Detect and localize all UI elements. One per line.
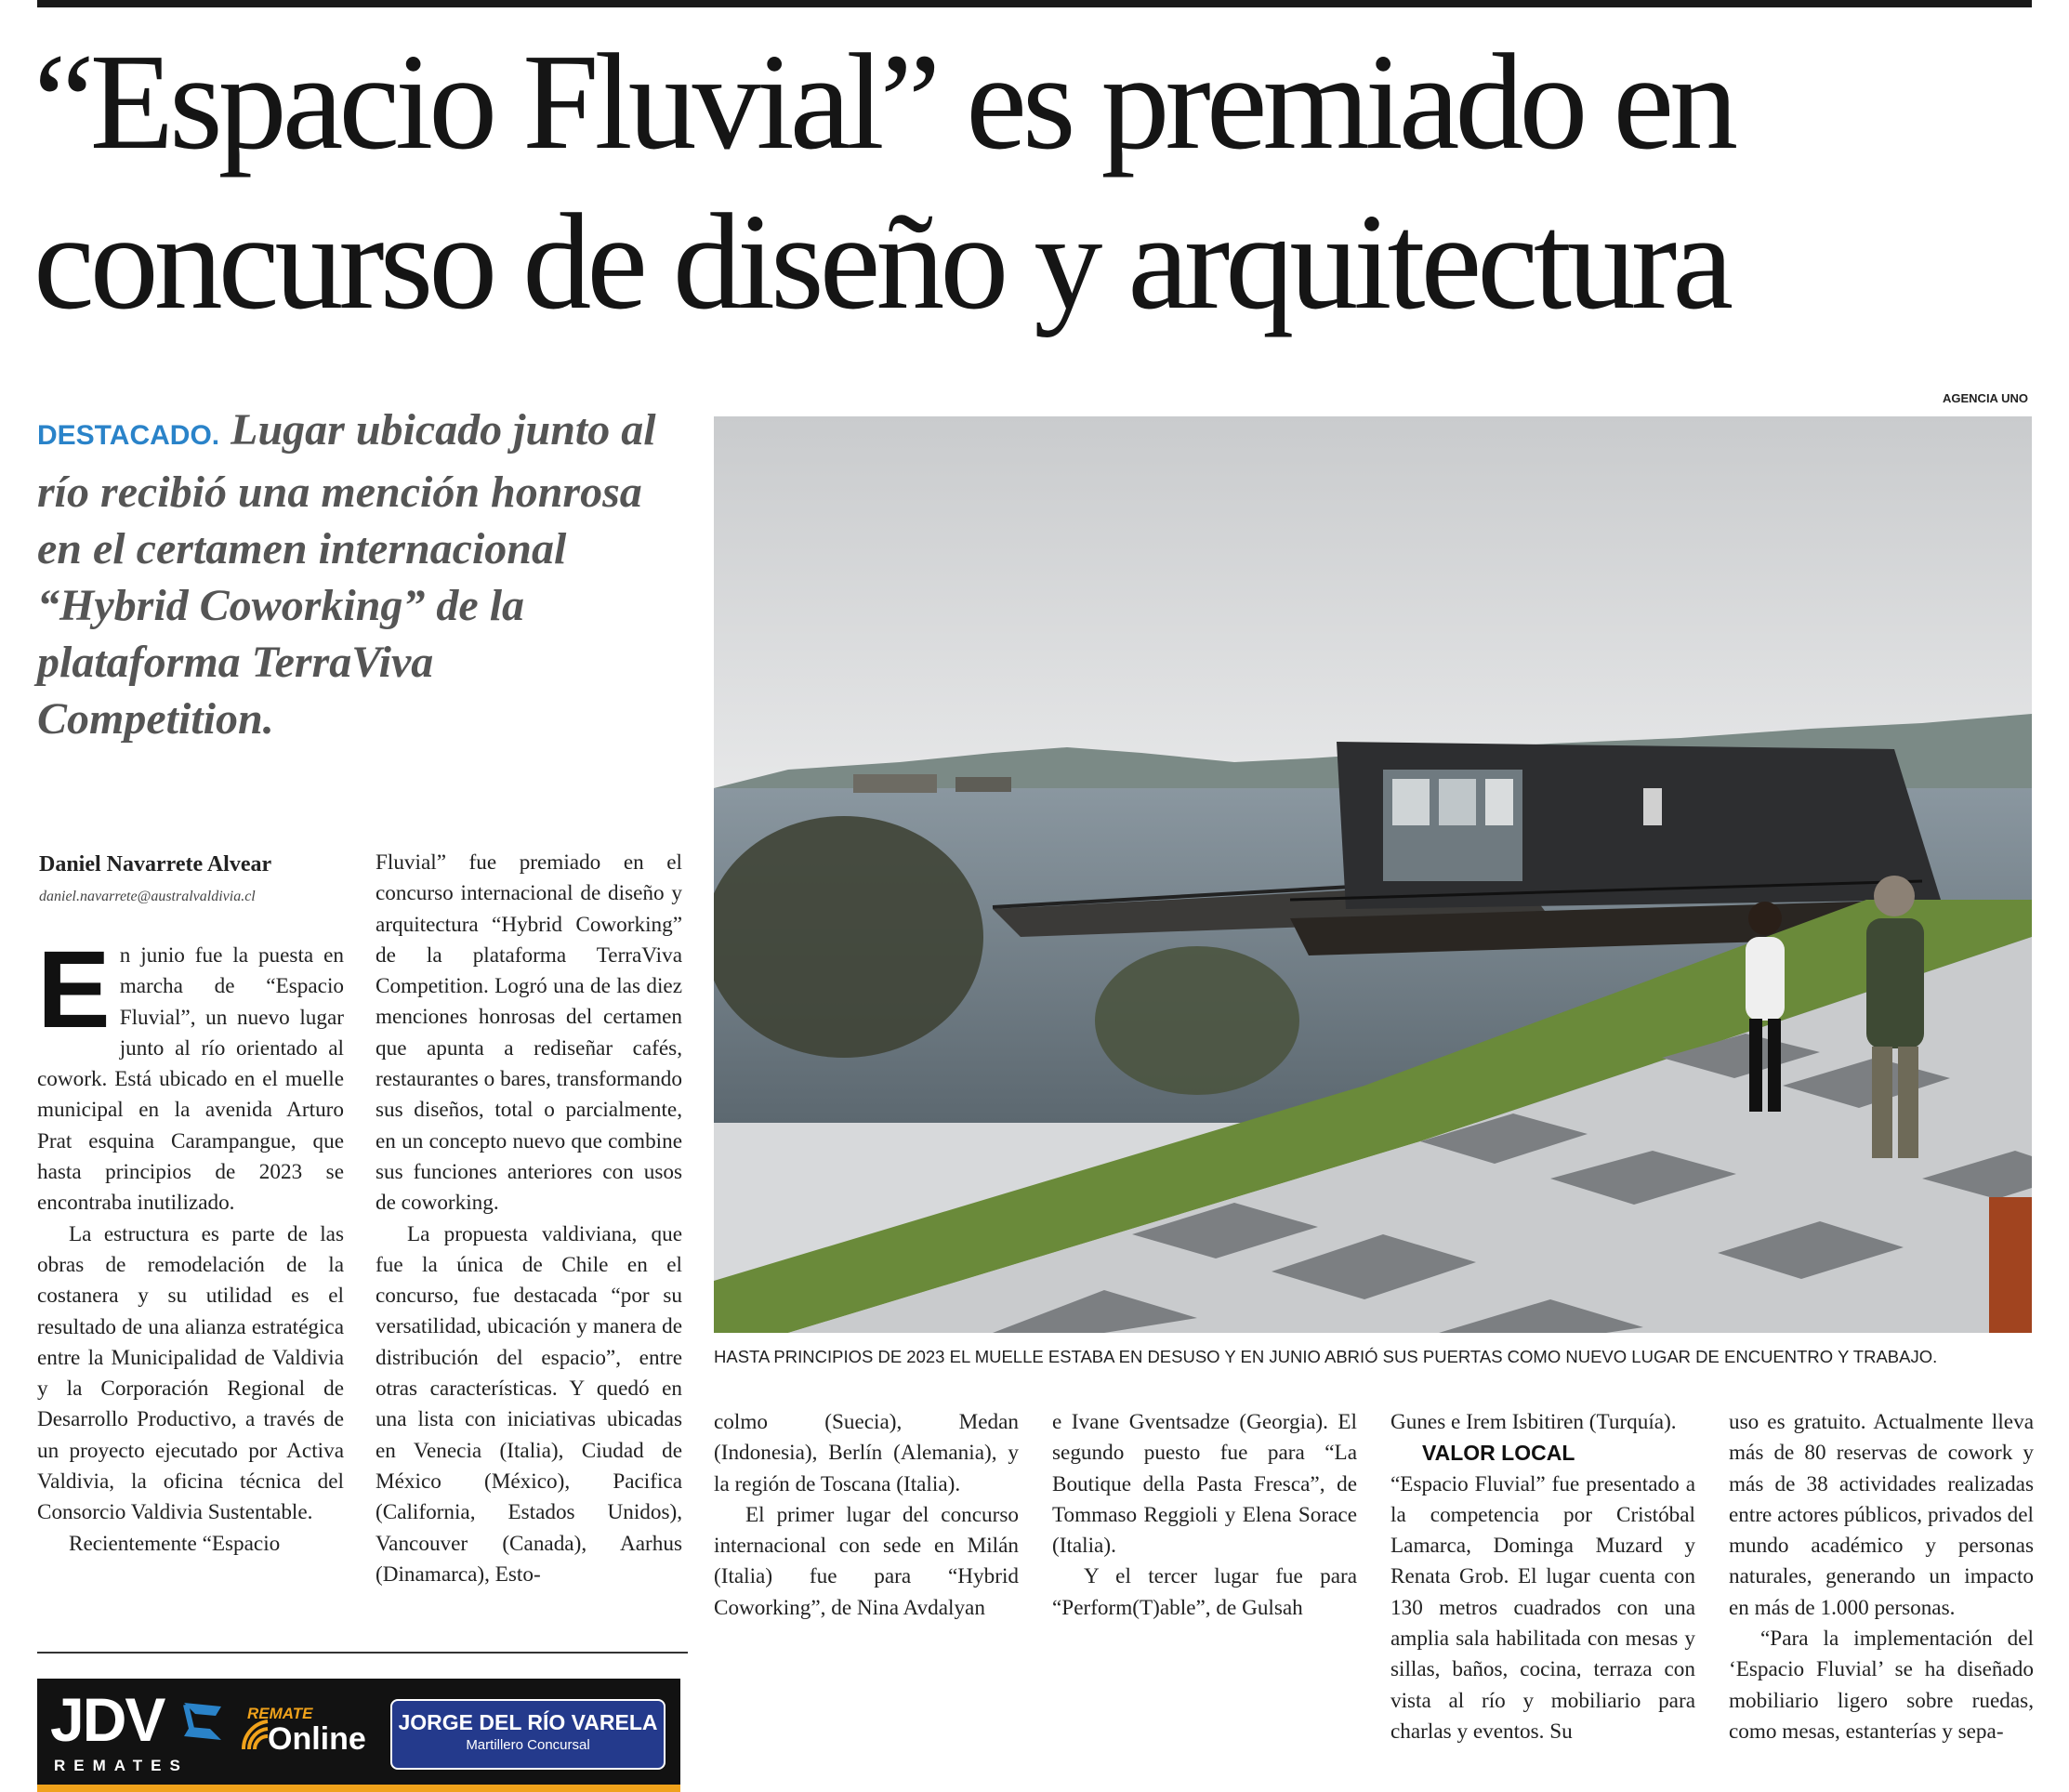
column-6 <box>1729 1407 2034 1747</box>
photo-illustration <box>714 416 2032 1333</box>
ad-name: JORGE DEL RÍO VARELA <box>398 1710 658 1734</box>
ad-logo-subtitle: REMATES <box>54 1757 189 1774</box>
column-1 <box>37 929 344 1560</box>
article-photo <box>714 416 2032 1333</box>
paragraph: Fluvial” fue premiado en el concurso internacional de diseño y arquitectura “Hybrid Coworking” de la plataforma TerraViva Competition. Logró una de las diez menciones honrosas del certamen que apunta a rediseñar cafés, restaurantes o bares, transformando sus diseños, total o parcialmente, en un concepto nuevo que combine sus funciones anteriores con usos de coworking. <box>376 850 682 1216</box>
ad-online-text: Online <box>268 1721 366 1757</box>
drop-cap: E <box>37 929 111 1051</box>
paragraph: Recientemente “Espacio <box>69 1531 281 1556</box>
advertisement[interactable] <box>37 1679 680 1792</box>
column-2 <box>376 848 682 1590</box>
paragraph: e Ivane Gventsadze (Georgia). El segundo puesto fue para “La Boutique della Pasta Fresca”, de Tommaso Reggioli y Elena Sorace (Italia). <box>1052 1410 1357 1559</box>
byline-author: Daniel Navarrete Alvear <box>39 852 272 876</box>
ad-logo-mark-icon <box>175 1693 231 1749</box>
ad-divider <box>37 1652 688 1654</box>
top-rule <box>37 0 2032 7</box>
section-subhead: VALOR LOCAL <box>1422 1441 1575 1466</box>
paragraph: Y el tercer lugar fue para “Perform(T)able”, de Gulsah <box>1052 1564 1357 1620</box>
photo-caption: HASTA PRINCIPIOS DE 2023 EL MUELLE ESTABA EN DESUSO Y EN JUNIO ABRIÓ SUS PUERTAS COMO NUEVO LUGAR DE ENCUENTRO Y TRABAJO. <box>714 1347 1938 1366</box>
paragraph: Gunes e Irem Isbitiren (Turquía). <box>1390 1410 1677 1434</box>
paragraph: colmo (Suecia), Medan (Indonesia), Berlín (Alemania), y la región de Toscana (Italia). <box>714 1410 1019 1496</box>
paragraph: uso es gratuito. Actualmente lleva más de 80 reservas de cowork y más de 38 actividades realizadas entre actores públicos, privados del mundo académico y personas naturales, generando un impacto en más de 1.000 personas. <box>1729 1410 2034 1620</box>
headline-line-1: “Espacio Fluvial” es premiado en <box>33 26 1734 178</box>
column-3 <box>714 1407 1019 1624</box>
ad-remate-tag: REMATE <box>247 1705 313 1722</box>
lead-text: Lugar ubicado junto al río recibió una mención honrosa en el certamen internacional “Hybrid Coworking” de la plataforma TerraViva Competition. <box>37 405 656 744</box>
column-4 <box>1052 1407 1357 1624</box>
paragraph: La estructura es parte de las obras de remodelación de la costanera y su utilidad es el resultado de una alianza estratégica entre la Municipalidad de Valdivia y la Corporación Regional de Desarrollo Productivo, a través de un proyecto ejecutado por Activa Valdivia, la oficina técnica del Consorcio Valdivia Sustentable. <box>37 1221 344 1525</box>
ad-logo: JDV <box>50 1685 165 1754</box>
lead-paragraph <box>37 402 679 747</box>
headline-line-2: concurso de diseño y arquitectura <box>33 186 1730 338</box>
ad-title: Martillero Concursal <box>466 1737 590 1753</box>
ad-name-box <box>390 1699 666 1770</box>
byline-email[interactable]: daniel.navarrete@australvaldivia.cl <box>39 889 256 904</box>
paragraph: “Para la implementación del ‘Espacio Fluvial’ se ha diseñado mobiliario ligero sobre ruedas, como mesas, estanterías y sepa- <box>1729 1627 2034 1744</box>
headline <box>33 22 2041 342</box>
paragraph: El primer lugar del concurso internacional con sede en Milán (Italia) fue para “Hybrid Coworking”, de Nina Avdalyan <box>714 1502 1019 1620</box>
paragraph: “Espacio Fluvial” fue presentado a la competencia por Cristóbal Lamarca, Dominga Muzard y Renata Grob. El lugar cuenta con 130 metros cuadrados con una amplia sala habilitada con mesas y sillas, baños, cocina, terraza con vista al río y mobiliario para charlas y eventos. Su <box>1390 1471 1695 1744</box>
paragraph: En junio fue la puesta en marcha de “Espacio Fluvial”, un nuevo lugar junto al río orientado al cowork. Está ubicado en el muelle municipal en la avenida Arturo Prat esquina Carampangue, que hasta principios de 2023 se encontraba inutilizado. <box>37 929 344 1216</box>
column-5 <box>1390 1407 1695 1747</box>
photo-credit: AGENCIA UNO <box>1943 391 2028 405</box>
paragraph: La propuesta valdiviana, que fue la única de Chile en el concurso, fue destacada “por su versatilidad, ubicación y manera de distribución del espacio”, entre otras características. Y quedó en una lista con iniciativas ubicadas en Venecia (Italia), Ciudad de México (México), Pacifica (California, Estados Unidos), Vancouver (Canada), Aarhus (Dinamarca), Esto- <box>376 1221 682 1587</box>
ad-bottom-strip <box>37 1785 680 1792</box>
lead-kicker: DESTACADO. <box>37 420 220 451</box>
